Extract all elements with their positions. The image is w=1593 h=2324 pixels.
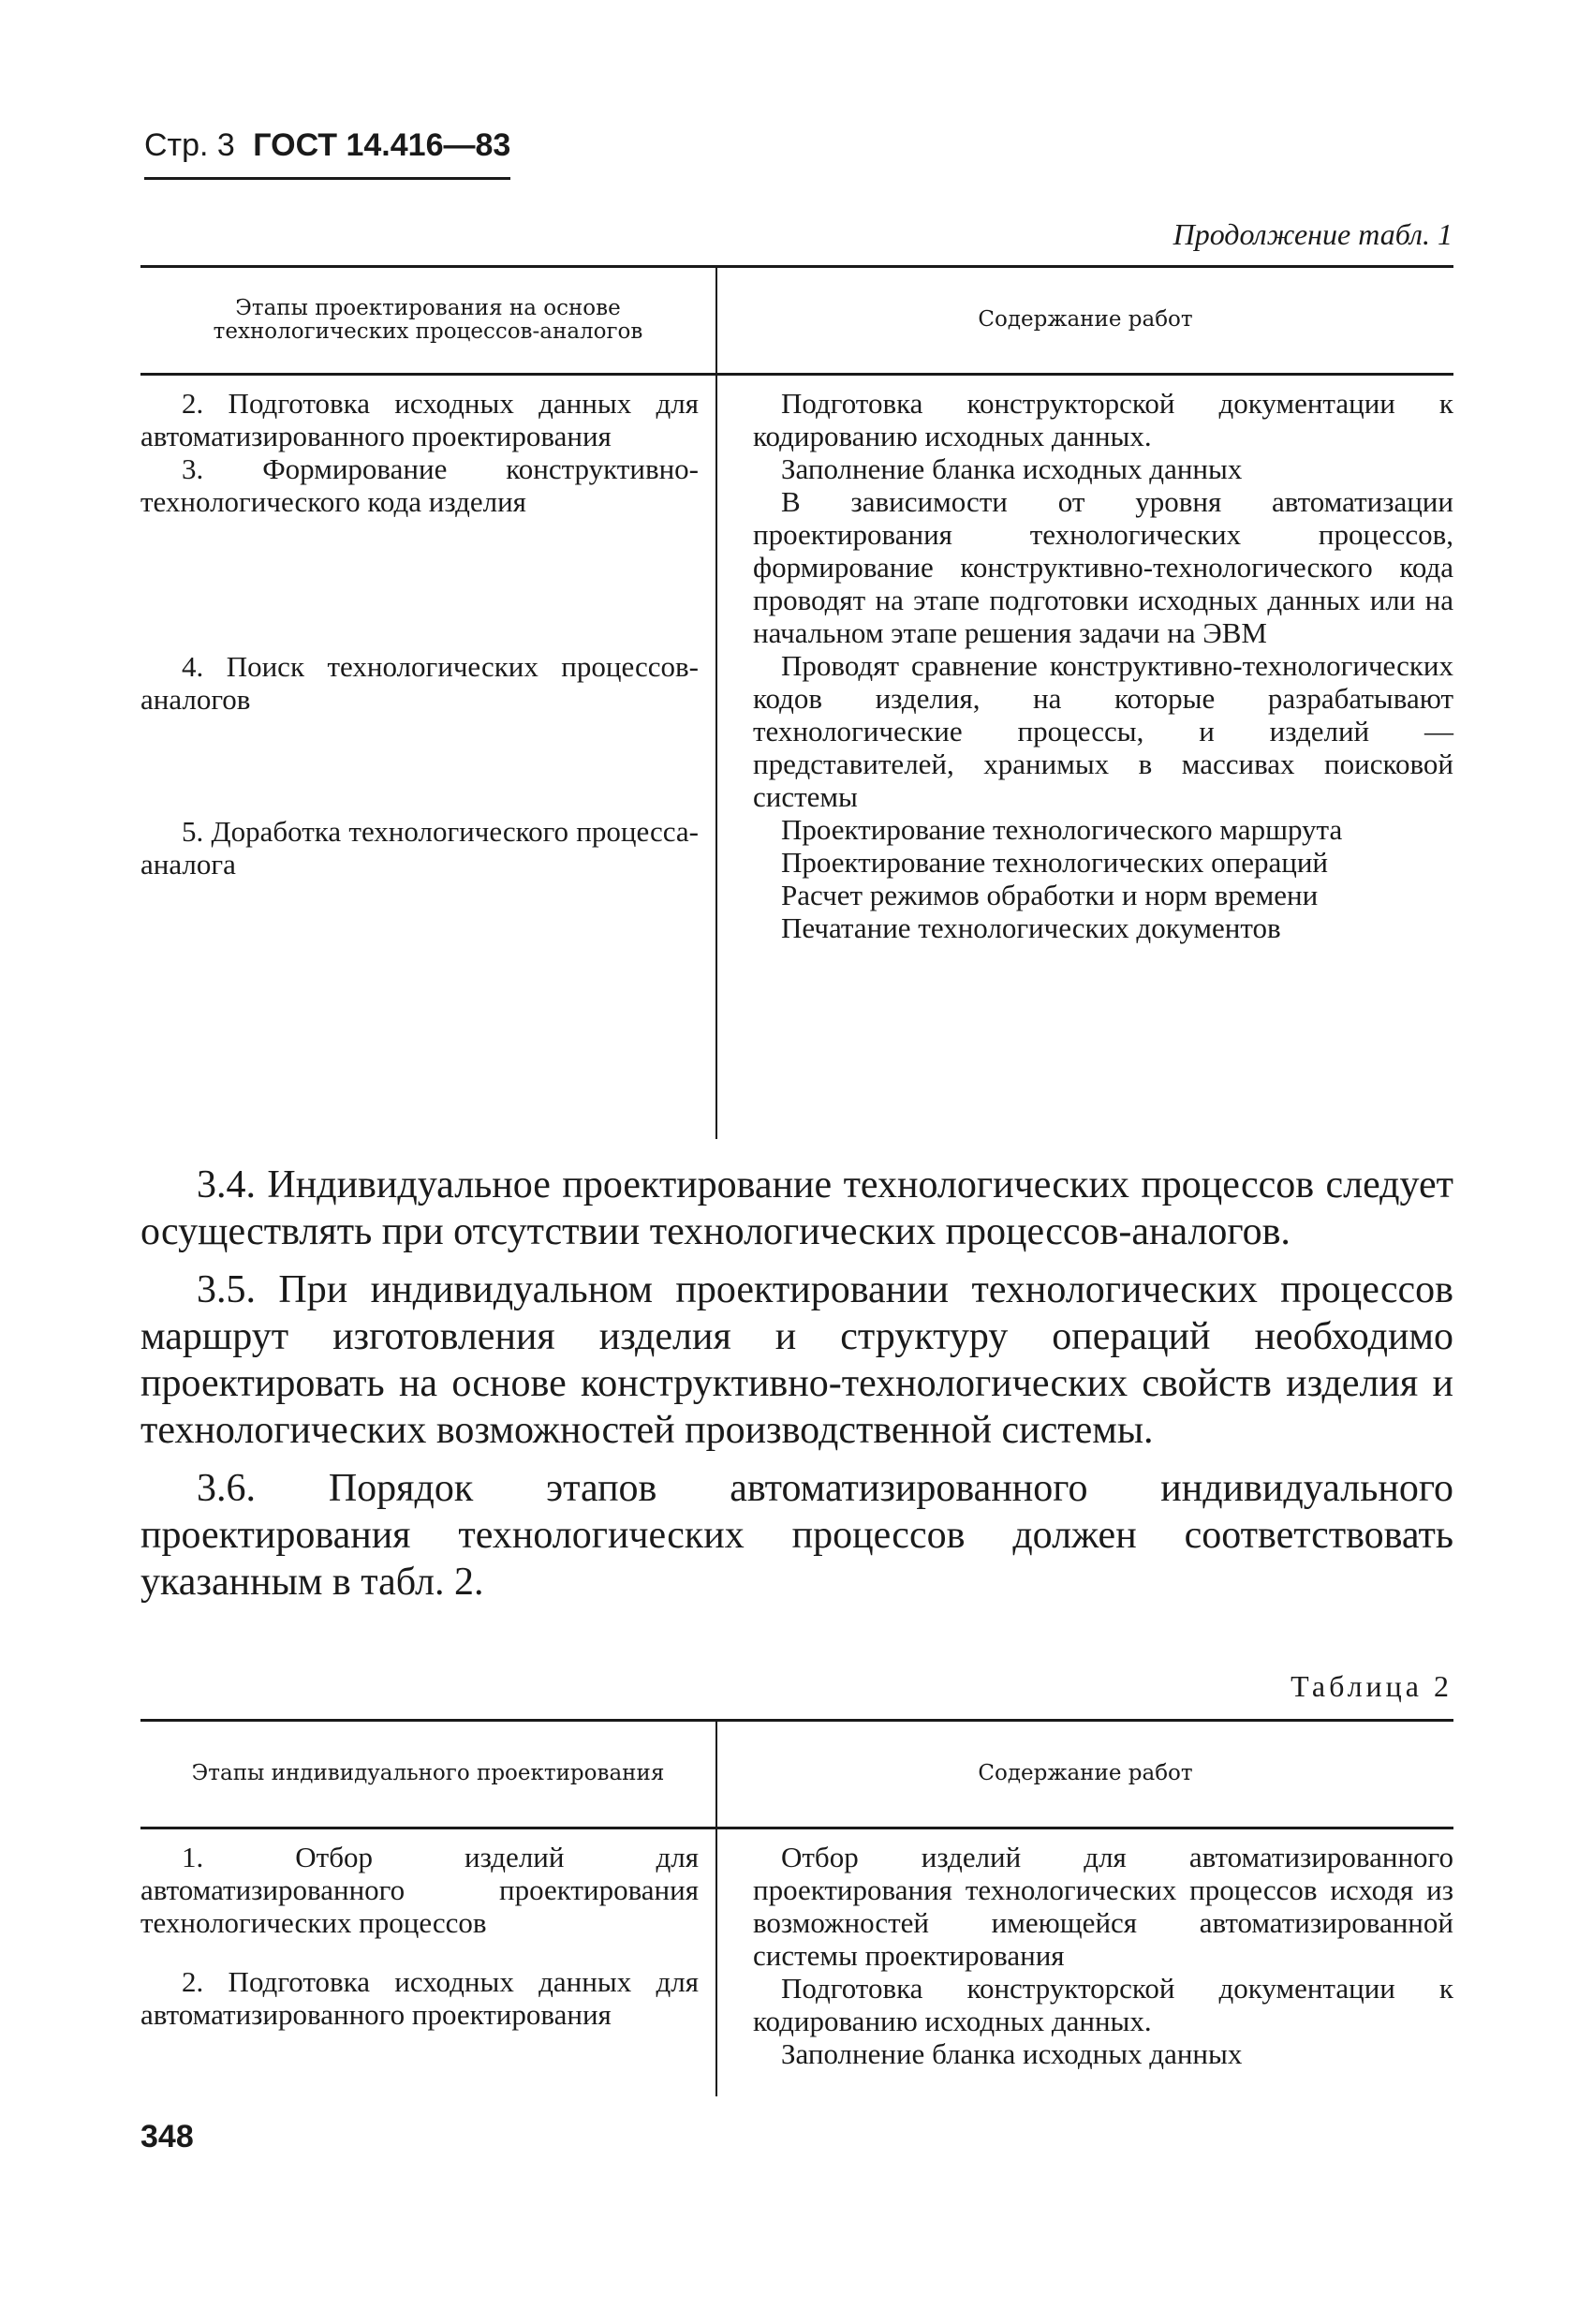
table1-content: Подготовка конструкторской документации к кодированию исходных данных. (753, 387, 1453, 452)
table1-content: Печатание технологических документов (781, 911, 1281, 944)
table1-caption: Продолжение табл. 1 (1173, 217, 1453, 251)
table1-content: Заполнение бланка исходных данных (781, 452, 1243, 485)
table2-stage: 2. Подготовка исходных данных для автоматизированного проектирования (140, 1965, 699, 2031)
paragraph-3-4: 3.4. Индивидуальное проектирование технологических процессов следует осуществлять при отсутствии технологических процессов-аналогов. (140, 1163, 1453, 1253)
paragraph-3-5: 3.5. При индивидуальном проектировании технологических процессов маршрут изготовления изделия и структуру операций необходимо проектировать на основе конструктивно-технологических свойств изделия и технологических возможностей производственной системы. (140, 1268, 1453, 1452)
paragraph-3-6: 3.6. Порядок этапов автоматизированного индивидуального проектирования технологических процессов должен соответствовать указанным в табл. 2. (140, 1467, 1453, 1604)
table2-content: Подготовка конструкторской документации к кодированию исходных данных. (753, 1972, 1453, 2037)
table2-stages (140, 1829, 717, 2096)
table1-content: Проектирование технологических операций (781, 846, 1329, 879)
table2-col1-header: Этапы индивидуального проектирования (140, 1722, 717, 1827)
running-header (144, 127, 510, 180)
table2-col2-header: Содержание работ (978, 1761, 1193, 1786)
table1-stages (140, 376, 717, 1139)
table1-col1-header: Этапы проектирования на основе технологических процессов-аналогов (140, 268, 717, 373)
table1-col2-header: Содержание работ (978, 307, 1193, 333)
table2-content: Отбор изделий для автоматизированного проектирования технологических процессов исходя из возможностей имеющейся автоматизированной системы проектирования (753, 1841, 1453, 1972)
table2-body (140, 1829, 1453, 2096)
table2-caption: Таблица 2 (1291, 1669, 1453, 1703)
table1-stage: 5. Доработка технологического процесса-аналога (140, 815, 699, 881)
gost-number: ГОСТ 14.416—83 (253, 127, 511, 163)
table1-header (140, 268, 1453, 376)
page-label: Стр. 3 (144, 127, 235, 163)
table1 (140, 265, 1453, 1139)
table1-stage: 4. Поиск технологических процессов-аналогов (140, 650, 699, 716)
page-number: 348 (140, 2119, 194, 2154)
table2-header (140, 1722, 1453, 1829)
table1-body (140, 376, 1453, 1139)
table1-stage: 2. Подготовка исходных данных для автоматизированного проектирования (140, 387, 699, 452)
table1-stage: 3. Формирование конструктивно-технологического кода изделия (140, 452, 699, 518)
table1-content: Проектирование технологического маршрута (781, 813, 1343, 846)
table1-content: Расчет режимов обработки и норм времени (781, 879, 1319, 911)
table2-contents (717, 1829, 1453, 2096)
table2 (140, 1719, 1453, 2096)
body-paragraphs (140, 1162, 1453, 1617)
table2-stage: 1. Отбор изделий для автоматизированного проектирования технологических процессов (140, 1841, 699, 1939)
table2-content: Заполнение бланка исходных данных (781, 2037, 1243, 2070)
table1-content: Проводят сравнение конструктивно-технологических кодов изделия, на которые разрабатывают технологические процессы, и изделий — представителей, хранимых в массивах поисковой системы (753, 649, 1453, 813)
table1-contents (717, 376, 1453, 1139)
table1-content: В зависимости от уровня автоматизации проектирования технологических процессов, формирование конструктивно-технологического кода проводят на этапе подготовки исходных данных или на начальном этапе решения задачи на ЭВМ (753, 485, 1453, 649)
